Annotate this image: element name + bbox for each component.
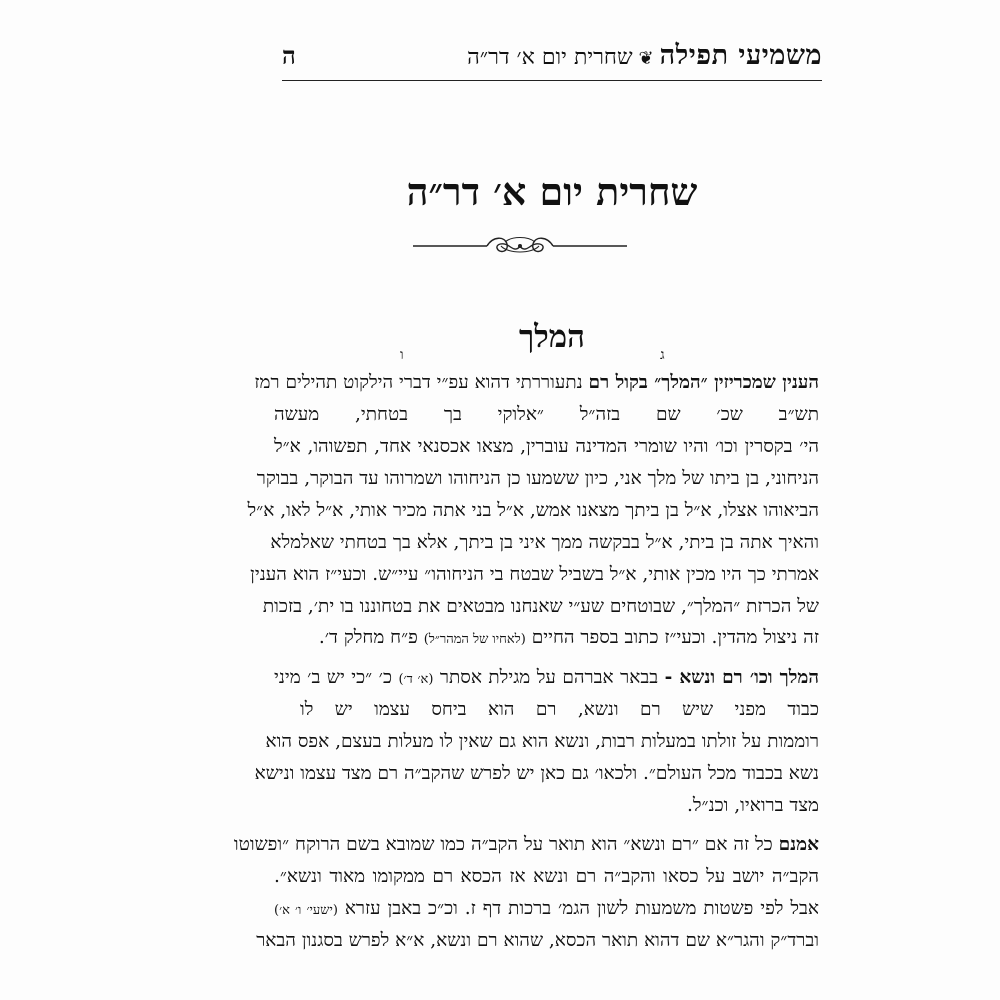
text-line: המלך וכו׳ רם ונשא - בבאר אברהם על מגילת אסתר (א׳ ד׳) כ׳ ״כי יש ב׳ מיני xyxy=(274,667,819,688)
text-line: אבל לפי פשטות משמעות לשון הגמ׳ ברכות דף ז. וכ״כ באבן עזרא (ישעי׳ ו׳ א׳) xyxy=(274,898,820,919)
text-line: תש״ב שכ׳ שם בזה״ל ״אלוקי בך בטחתי, מעשה xyxy=(274,404,819,425)
running-header xyxy=(282,40,822,80)
text-line: מצד ברואיו, וכנ״ל. xyxy=(687,795,819,816)
running-header-right xyxy=(467,40,822,71)
ornament-icon: ❦ xyxy=(638,48,654,69)
text-line: נשא בכבוד מכל העולם״. ולכאו׳ גם כאן יש לפרש שהקב״ה רם מצד עצמו ונישא xyxy=(254,763,819,784)
text-line: רוממות על זולתו במעלות רבות, ונשא הוא גם שאין לו מעלות בעצם, אפס הוא xyxy=(265,731,819,752)
page-number: ה xyxy=(282,41,296,70)
text-line: הקב״ה יושב על כסאו והקב״ה רם ונשא אז הכסא רם ממקומו מאוד ונשא״. xyxy=(274,866,819,887)
book-title: משמיעי תפילה xyxy=(659,40,822,71)
text-line: הי׳ בקסרין וכו׳ והיו שומרי המדינה עוברין, מצאו אכסנאי אחד, תפשוהו, א״ל xyxy=(274,436,819,457)
flourish-divider-icon xyxy=(413,232,627,260)
text-line: הניחוני, בן ביתו של מלך אני, כיון ששמעו כן הניחוהו ושמרוהו עד הבוקר, בבוקר xyxy=(256,468,819,489)
margin-mark: ג xyxy=(660,347,665,363)
text-line: אמנם כל זה אם ״רם ונשא״ הוא תואר על הקב״ה כמו שמובא בשם הרוקח ״ופשוטו xyxy=(233,834,819,855)
text-line: וברד״ק והגר״א שם דהוא תואר הכסא, שהוא רם ונשא, א״א לפרש בסגנון הבאר xyxy=(256,930,819,951)
text-line: והאיך אתה בן ביתי, א״ל בבקשה ממך איני בן ביתך, אלא בך בטחתי שאלמלא xyxy=(270,532,819,553)
text-line: של הכרזת ״המלך״, שבוטחים שע״י שאנחנו מבטאים את בטחוננו בו ית׳, בזכות xyxy=(262,596,819,617)
text-line: הביאוהו אצלו, א״ל בן ביתך מצאנו אמש, א״ל בני אתה מכיר אותי, א״ל לאו, א״ל xyxy=(247,500,819,521)
section-title: שחרית יום א׳ דר״ה xyxy=(467,45,633,70)
text-line: אמרתי כך היו מכין אותי, א״ל בשביל שבטח בי הניחוהו״ עיי״ש. וכעי״ז הוא הענין xyxy=(250,564,819,585)
text-line: כבוד מפני שיש רם ונשא, רם הוא ביחס עצמו יש לו xyxy=(300,699,819,720)
section-heading: המלך xyxy=(519,319,585,355)
text-line: זה ניצול מהדין. וכעי״ז כתוב בספר החיים (לאחיו של המהר״ל) פ״ח מחלק ד׳. xyxy=(318,627,819,648)
margin-mark: ו xyxy=(400,347,404,363)
header-rule xyxy=(282,80,822,81)
chapter-title: שחרית יום א׳ דר״ה xyxy=(406,169,698,214)
text-line: הענין שמכריזין ״המלך״ בקול רם נתעוררתי דהוא עפ״י דברי הילקוט תהילים רמז xyxy=(254,372,819,393)
